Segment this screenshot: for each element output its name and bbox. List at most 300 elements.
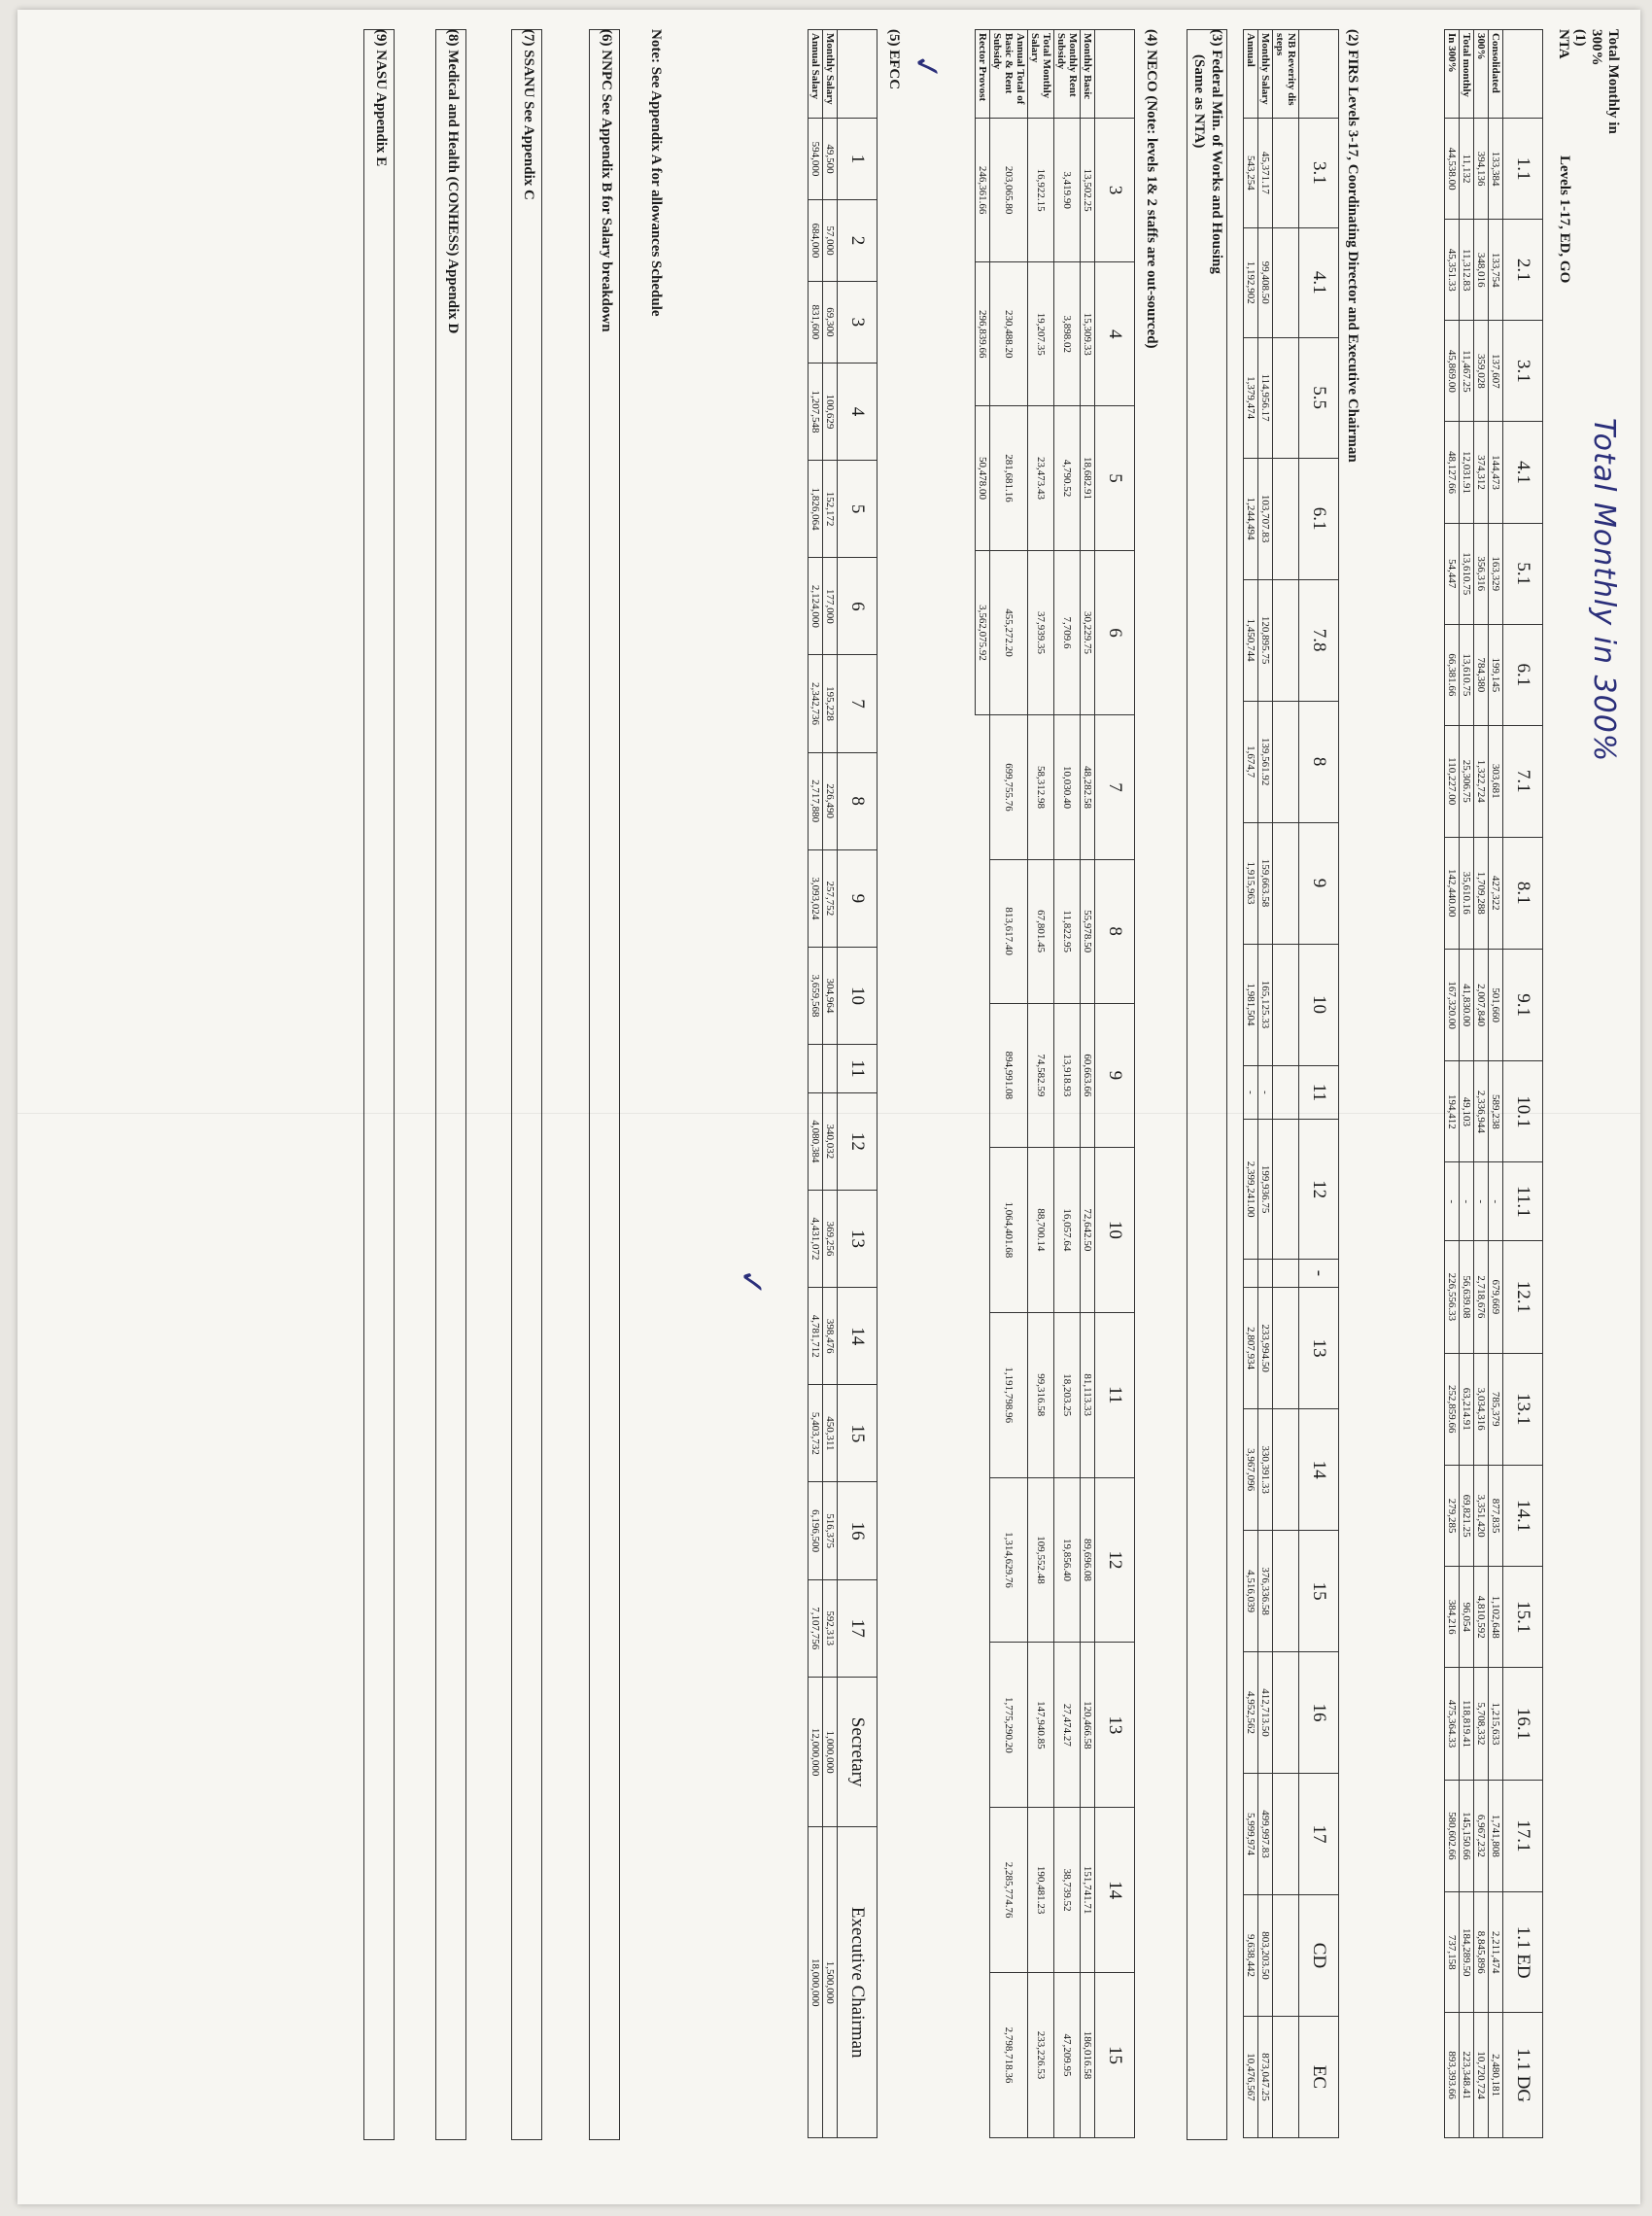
nta-title-line: 300% xyxy=(1589,29,1604,66)
nta-value-cell: 2,336,944 xyxy=(1474,1061,1489,1162)
efcc-value-cell: 340,032 xyxy=(823,1092,838,1190)
nta-value-cell: - xyxy=(1460,1162,1474,1241)
nta-level-cell: 9.1 xyxy=(1503,949,1543,1060)
firs-table-row xyxy=(1258,30,1273,2138)
nta-value-cell: 142,440.00 xyxy=(1445,837,1460,949)
firs-value-cell xyxy=(1273,1531,1299,1652)
nta-value-cell: 25,306.75 xyxy=(1460,725,1474,837)
neco-value-cell: 3,419.90 xyxy=(1054,119,1081,262)
neco-value-cell: 120,466.58 xyxy=(1081,1643,1095,1808)
firs-level-cell: 11 xyxy=(1299,1065,1339,1120)
nta-level-row xyxy=(1503,30,1543,2138)
neco-value-cell: 67,801.45 xyxy=(1028,859,1054,1003)
efcc-level-cell: Executive Chairman xyxy=(838,1827,878,2138)
efcc-level-cell: Secretary xyxy=(838,1677,878,1827)
nta-row-label: 300% xyxy=(1474,30,1489,119)
neco-rector-value: 246,361.66 xyxy=(976,119,990,262)
nta-value-cell: 54,447 xyxy=(1445,523,1460,624)
nta-value-cell: 348,016 xyxy=(1474,220,1489,321)
efcc-value-cell: 18,000,000 xyxy=(809,1827,823,2138)
firs-level-cell: 6.1 xyxy=(1299,458,1339,579)
nta-value-cell: 2,480,181 xyxy=(1489,2013,1503,2138)
neco-value-cell: 813,617.40 xyxy=(990,859,1028,1003)
nta-level-cell: 1.1 xyxy=(1503,119,1543,220)
efcc-value-cell: 57,000 xyxy=(823,199,838,281)
firs-value-cell xyxy=(1273,1652,1299,1774)
nta-value-cell: 5,708,332 xyxy=(1474,1668,1489,1780)
efcc-level-cell: 11 xyxy=(838,1045,878,1093)
neco-level-cell: 9 xyxy=(1095,1003,1135,1147)
nta-value-cell: 3,034,316 xyxy=(1474,1353,1489,1465)
nta-value-cell: 374,312 xyxy=(1474,422,1489,523)
firs-value-cell xyxy=(1273,337,1299,458)
efcc-value-cell: 369,256 xyxy=(823,1190,838,1287)
efcc-level-cell: 1 xyxy=(838,119,878,200)
nta-level-cell: 13.1 xyxy=(1503,1353,1543,1465)
nta-value-cell: 12,031.91 xyxy=(1460,422,1474,523)
firs-value-cell: 99,408.50 xyxy=(1258,227,1273,337)
nta-title-line: (1) xyxy=(1572,29,1588,47)
neco-table-row xyxy=(1054,30,1081,2138)
firs-value-cell: 9,638,442 xyxy=(1244,1894,1258,2016)
firs-heading: (2) FIRS Levels 3-17, Coordinating Director and Executive Chairman xyxy=(1345,29,1360,463)
efcc-value-cell: 592,313 xyxy=(823,1579,838,1677)
nta-value-cell: 427,322 xyxy=(1489,837,1503,949)
nta-subtitle: Levels 1-17, ED, GO xyxy=(1557,156,1572,284)
nta-value-cell: 8,845,896 xyxy=(1474,1892,1489,2013)
nta-value-cell: 589,238 xyxy=(1489,1061,1503,1162)
checkmark-icon: ✓ xyxy=(904,50,948,85)
neco-value-cell: 38,739.52 xyxy=(1054,1808,1081,1973)
nta-value-cell: 501,660 xyxy=(1489,949,1503,1060)
nta-value-cell: 11,132 xyxy=(1460,119,1474,220)
nta-value-cell: 163,329 xyxy=(1489,523,1503,624)
efcc-table-row xyxy=(809,30,823,2138)
nta-value-cell: 35,610.16 xyxy=(1460,837,1474,949)
efcc-value-cell: 398,476 xyxy=(823,1288,838,1385)
neco-table-row xyxy=(990,30,1028,2138)
nta-level-cell: 1.1 ED xyxy=(1503,1892,1543,2013)
nta-value-cell: 45,351.33 xyxy=(1445,220,1460,321)
neco-value-cell: 37,939.35 xyxy=(1028,550,1054,715)
efcc-value-cell xyxy=(809,1045,823,1093)
neco-value-cell: 30,229.75 xyxy=(1081,550,1095,715)
neco-value-cell: 151,741.71 xyxy=(1081,1808,1095,1973)
nta-value-cell: 2,007,840 xyxy=(1474,949,1489,1060)
efcc-level-cell: 15 xyxy=(838,1385,878,1482)
neco-row-label: Annual Total of Basic & Rent Subsidy xyxy=(990,30,1028,119)
neco-value-cell: 19,207.35 xyxy=(1028,262,1054,406)
firs-value-cell: - xyxy=(1258,1065,1273,1120)
nta-value-cell: 6,967,232 xyxy=(1474,1780,1489,1891)
firs-level-cell: 5.5 xyxy=(1299,337,1339,458)
firs-table-row xyxy=(1244,30,1258,2138)
efcc-value-cell: 516,375 xyxy=(823,1482,838,1579)
nta-value-cell: 475,364.33 xyxy=(1445,1668,1460,1780)
nta-level-cell: 5.1 xyxy=(1503,523,1543,624)
firs-value-cell: 4,952,562 xyxy=(1244,1652,1258,1774)
firs-level-cell: 12 xyxy=(1299,1120,1339,1259)
nnpc-box xyxy=(589,29,620,2140)
neco-level-cell: 15 xyxy=(1095,1973,1135,2138)
neco-value-cell: 455,272.20 xyxy=(990,550,1028,715)
nta-value-cell: 785,379 xyxy=(1489,1353,1503,1465)
nta-value-cell: 1,102,648 xyxy=(1489,1567,1503,1668)
nta-value-cell: 167,320.00 xyxy=(1445,949,1460,1060)
neco-value-cell: 13,918.93 xyxy=(1054,1003,1081,1147)
nta-value-cell: 1,741,808 xyxy=(1489,1780,1503,1891)
nta-row-label: Consolidated xyxy=(1489,30,1503,119)
firs-value-cell: - xyxy=(1244,1065,1258,1120)
efcc-level-cell: 10 xyxy=(838,947,878,1044)
neco-level-cell: 3 xyxy=(1095,119,1135,262)
nta-table-row xyxy=(1460,30,1474,2138)
nta-value-cell: 1,215,633 xyxy=(1489,1668,1503,1780)
efcc-value-cell: 257,752 xyxy=(823,849,838,947)
nta-level-cell: 8.1 xyxy=(1503,837,1543,949)
firs-value-cell: 376,336.58 xyxy=(1258,1531,1273,1652)
efcc-level-cell: 6 xyxy=(838,558,878,655)
nta-value-cell: 45,869.00 xyxy=(1445,321,1460,422)
neco-value-cell: 55,978.50 xyxy=(1081,859,1095,1003)
nta-level-cell: 11.1 xyxy=(1503,1162,1543,1241)
nta-level-cell: 7.1 xyxy=(1503,725,1543,837)
firs-value-cell: 4,516,039 xyxy=(1244,1531,1258,1652)
nta-value-cell: 580,602.66 xyxy=(1445,1780,1460,1891)
neco-value-cell: 1,775,290.20 xyxy=(990,1643,1028,1808)
efcc-value-cell: 4,431,072 xyxy=(809,1190,823,1287)
nta-value-cell: 394,136 xyxy=(1474,119,1489,220)
nta-value-cell: 679,669 xyxy=(1489,1241,1503,1353)
neco-level-cell: 8 xyxy=(1095,859,1135,1003)
firs-value-cell: 199,936.75 xyxy=(1258,1120,1273,1259)
firs-value-cell xyxy=(1273,1288,1299,1409)
nta-title-line: Total Monthly in xyxy=(1605,29,1621,134)
neco-value-cell: 11,822.95 xyxy=(1054,859,1081,1003)
neco-value-cell: 4,790.52 xyxy=(1054,406,1081,550)
neco-table xyxy=(975,29,1135,2138)
nta-level-cell: 3.1 xyxy=(1503,321,1543,422)
firs-value-cell xyxy=(1273,1774,1299,1895)
nta-value-cell: 1,709,288 xyxy=(1474,837,1489,949)
firs-value-cell: 139,561.92 xyxy=(1258,701,1273,822)
neco-value-cell: 18,203.25 xyxy=(1054,1312,1081,1477)
firs-level-cell: 15 xyxy=(1299,1531,1339,1652)
efcc-level-cell: 17 xyxy=(838,1579,878,1677)
nta-value-cell: 10,720,724 xyxy=(1474,2013,1489,2138)
nta-value-cell: 359,028 xyxy=(1474,321,1489,422)
firs-row-label: Monthly Salary xyxy=(1258,30,1273,119)
firs-value-cell: 2,399,241.00 xyxy=(1244,1120,1258,1259)
firs-value-cell: 114,956.17 xyxy=(1258,337,1273,458)
efcc-value-cell: 1,000,000 xyxy=(823,1677,838,1827)
firs-value-cell xyxy=(1273,1065,1299,1120)
neco-level-cell: 10 xyxy=(1095,1147,1135,1312)
neco-level-cell: 4 xyxy=(1095,262,1135,406)
firs-value-cell: 1,450,744 xyxy=(1244,579,1258,701)
firs-value-cell xyxy=(1273,1259,1299,1287)
nta-value-cell: 96,054 xyxy=(1460,1567,1474,1668)
neco-row-label: Monthly Rent Subsidy xyxy=(1054,30,1081,119)
firs-level-cell: 16 xyxy=(1299,1652,1339,1774)
neco-value-cell: 1,314,629.76 xyxy=(990,1477,1028,1643)
neco-value-cell: 16,922.15 xyxy=(1028,119,1054,262)
neco-value-cell: 48,282.58 xyxy=(1081,715,1095,859)
neco-value-cell: 2,798,718.36 xyxy=(990,1973,1028,2138)
nta-table-row xyxy=(1474,30,1489,2138)
neco-value-cell: 19,856.40 xyxy=(1054,1477,1081,1643)
nta-value-cell: 13,610.75 xyxy=(1460,624,1474,725)
firs-level-cell: 14 xyxy=(1299,1409,1339,1531)
nta-value-cell: 199,145 xyxy=(1489,624,1503,725)
nta-value-cell: 11,467.25 xyxy=(1460,321,1474,422)
firs-value-cell xyxy=(1273,822,1299,944)
efcc-level-cell: 4 xyxy=(838,363,878,460)
nta-value-cell: 4,810,592 xyxy=(1474,1567,1489,1668)
neco-heading: (4) NECO (Note: levels 1& 2 staffs are out-sourced) xyxy=(1144,29,1159,349)
firs-value-cell xyxy=(1273,1894,1299,2016)
firs-value-cell: 1,915,963 xyxy=(1244,822,1258,944)
neco-value-cell: 2,285,774.76 xyxy=(990,1808,1028,1973)
nta-value-cell: 56,639.08 xyxy=(1460,1241,1474,1353)
neco-rector-value: 296,839.66 xyxy=(976,262,990,406)
nta-value-cell: 279,285 xyxy=(1445,1465,1460,1566)
neco-value-cell: 190,481.23 xyxy=(1028,1808,1054,1973)
firs-value-cell xyxy=(1273,227,1299,337)
efcc-row-label: Annual Salary xyxy=(809,30,823,119)
firs-level-cell: 4.1 xyxy=(1299,227,1339,337)
neco-value-cell: 1,064,401.68 xyxy=(990,1147,1028,1312)
efcc-value-cell: 100,629 xyxy=(823,363,838,460)
ssanu-box xyxy=(511,29,542,2140)
nta-value-cell: 48,127.66 xyxy=(1445,422,1460,523)
nta-value-cell: 13,610.75 xyxy=(1460,523,1474,624)
nta-value-cell: 63,214.91 xyxy=(1460,1353,1474,1465)
nta-value-cell: 184,289.50 xyxy=(1460,1892,1474,2013)
efcc-level-cell: 7 xyxy=(838,655,878,752)
firs-value-cell: 412,713.50 xyxy=(1258,1652,1273,1774)
firs-row-label: NB Reverity dis steps xyxy=(1273,30,1299,119)
firs-value-cell: 1,981,504 xyxy=(1244,944,1258,1065)
neco-level-cell: 5 xyxy=(1095,406,1135,550)
neco-value-cell: 88,700.14 xyxy=(1028,1147,1054,1312)
neco-level-cell: 6 xyxy=(1095,550,1135,715)
firs-value-cell: 1,674,7 xyxy=(1244,701,1258,822)
fmwh-sub: (Same as NTA) xyxy=(1191,54,1207,149)
firs-value-cell: 3,967,096 xyxy=(1244,1409,1258,1531)
firs-value-cell: 330,391.33 xyxy=(1258,1409,1273,1531)
firs-value-cell: 803,203.50 xyxy=(1258,1894,1273,2016)
neco-level-cell: 11 xyxy=(1095,1312,1135,1477)
efcc-value-cell: 831,600 xyxy=(809,281,823,363)
neco-value-cell: 109,552.48 xyxy=(1028,1477,1054,1643)
nta-value-cell: 133,384 xyxy=(1489,119,1503,220)
firs-value-cell xyxy=(1273,701,1299,822)
firs-value-cell xyxy=(1273,458,1299,579)
efcc-value-cell: 177,000 xyxy=(823,558,838,655)
rotated-content xyxy=(56,29,1621,2167)
checkmark-icon: ✓ xyxy=(732,1268,771,1297)
efcc-value-cell: 7,107,756 xyxy=(809,1579,823,1677)
fmwh-box xyxy=(1187,29,1227,2140)
note-line: (6) NNPC See Appendix B for Salary breakdown xyxy=(599,29,614,332)
efcc-value-cell: 69,300 xyxy=(823,281,838,363)
nta-value-cell: - xyxy=(1489,1162,1503,1241)
nta-value-cell: 69,821.25 xyxy=(1460,1465,1474,1566)
scanned-page xyxy=(17,10,1640,2204)
efcc-value-cell: 6,196,500 xyxy=(809,1482,823,1579)
efcc-value-cell: 304,964 xyxy=(823,947,838,1044)
neco-row-label: Total Monthly Salary xyxy=(1028,30,1054,119)
efcc-value-cell: 226,490 xyxy=(823,752,838,849)
neco-value-cell: 233,226.53 xyxy=(1028,1973,1054,2138)
firs-level-cell: 7.8 xyxy=(1299,579,1339,701)
firs-value-cell xyxy=(1273,944,1299,1065)
efcc-heading: (5) EFCC xyxy=(886,29,902,90)
neco-value-cell: 186,016.58 xyxy=(1081,1973,1095,2138)
firs-table xyxy=(1243,29,1339,2138)
neco-value-cell: 699,755.76 xyxy=(990,715,1028,859)
neco-rector-value: 50,478.00 xyxy=(976,406,990,550)
efcc-value-cell: 2,342,736 xyxy=(809,655,823,752)
nta-level-cell: 1.1 DG xyxy=(1503,2013,1543,2138)
firs-value-cell: 1,244,494 xyxy=(1244,458,1258,579)
neco-value-cell: 13,502.25 xyxy=(1081,119,1095,262)
nta-value-cell: 1,322,724 xyxy=(1474,725,1489,837)
firs-corner-cell xyxy=(1299,30,1339,119)
neco-value-cell: 894,991.08 xyxy=(990,1003,1028,1147)
nta-value-cell: 2,718,676 xyxy=(1474,1241,1489,1353)
nta-heading xyxy=(1555,29,1621,146)
note-line: Note: See Appendix A for allowances Schedule xyxy=(648,29,664,317)
firs-value-cell: 165,125.33 xyxy=(1258,944,1273,1065)
nta-table xyxy=(1444,29,1543,2138)
firs-level-cell: EC xyxy=(1299,2016,1339,2137)
nta-value-cell: 11,312.83 xyxy=(1460,220,1474,321)
neco-corner-cell xyxy=(1095,30,1135,119)
neco-value-cell: 16,057.64 xyxy=(1054,1147,1081,1312)
efcc-level-cell: 12 xyxy=(838,1092,878,1190)
efcc-level-row xyxy=(838,30,878,2138)
neco-value-cell: 7,709.6 xyxy=(1054,550,1081,715)
neco-value-cell: 47,209.95 xyxy=(1054,1973,1081,2138)
neco-value-cell: 81,113.33 xyxy=(1081,1312,1095,1477)
firs-value-cell xyxy=(1273,1120,1299,1259)
neco-level-cell: 7 xyxy=(1095,715,1135,859)
efcc-value-cell: 1,207,548 xyxy=(809,363,823,460)
efcc-table-row xyxy=(823,30,838,2138)
firs-value-cell: 5,999,974 xyxy=(1244,1774,1258,1895)
firs-value-cell xyxy=(1273,119,1299,228)
nta-row-label: Total monthly xyxy=(1460,30,1474,119)
nta-value-cell: 49,103 xyxy=(1460,1061,1474,1162)
neco-row-label: Monthly Basic xyxy=(1081,30,1095,119)
nta-level-cell: 17.1 xyxy=(1503,1780,1543,1891)
firs-level-cell: 10 xyxy=(1299,944,1339,1065)
note-line: (9) NASU Appendix E xyxy=(373,29,389,167)
nta-value-cell: 194,412 xyxy=(1445,1061,1460,1162)
firs-level-cell: - xyxy=(1299,1259,1339,1287)
neco-level-cell: 12 xyxy=(1095,1477,1135,1643)
nta-value-cell: 893,393.66 xyxy=(1445,2013,1460,2138)
firs-row-label: Annual xyxy=(1244,30,1258,119)
nta-value-cell: 877,835 xyxy=(1489,1465,1503,1566)
efcc-level-cell: 8 xyxy=(838,752,878,849)
neco-value-cell: 89,696.08 xyxy=(1081,1477,1095,1643)
firs-value-cell: 103,707.83 xyxy=(1258,458,1273,579)
efcc-value-cell: 195,228 xyxy=(823,655,838,752)
efcc-value-cell: 12,000,000 xyxy=(809,1677,823,1827)
nta-table-row xyxy=(1489,30,1503,2138)
neco-rector-label: Rector Provost xyxy=(976,30,990,119)
nta-value-cell: 66,381.66 xyxy=(1445,624,1460,725)
nta-level-cell: 4.1 xyxy=(1503,422,1543,523)
handwritten-note: Total Monthly in 300% xyxy=(1587,418,1621,763)
firs-value-cell: 159,663.58 xyxy=(1258,822,1273,944)
nta-value-cell: 737,158 xyxy=(1445,1892,1460,2013)
efcc-level-cell: 9 xyxy=(838,849,878,947)
nta-value-cell: 226,556.33 xyxy=(1445,1241,1460,1353)
efcc-value-cell: 4,781,712 xyxy=(809,1288,823,1385)
efcc-table xyxy=(808,29,878,2138)
neco-rector-row xyxy=(976,30,990,2138)
firs-value-cell: 10,476,567 xyxy=(1244,2016,1258,2137)
neco-value-cell: 18,682.91 xyxy=(1081,406,1095,550)
efcc-value-cell: 152,172 xyxy=(823,461,838,558)
firs-level-cell: 17 xyxy=(1299,1774,1339,1895)
firs-value-cell xyxy=(1258,1259,1273,1287)
efcc-value-cell: 2,717,880 xyxy=(809,752,823,849)
neco-value-cell: 230,488.20 xyxy=(990,262,1028,406)
nta-value-cell: 356,316 xyxy=(1474,523,1489,624)
neco-value-cell: 10,030.40 xyxy=(1054,715,1081,859)
neco-value-cell: 203,065.80 xyxy=(990,119,1028,262)
neco-value-cell: 147,940.85 xyxy=(1028,1643,1054,1808)
efcc-value-cell: 1,500,000 xyxy=(823,1827,838,2138)
firs-level-cell: 9 xyxy=(1299,822,1339,944)
efcc-value-cell: 684,000 xyxy=(809,199,823,281)
firs-value-cell xyxy=(1273,1409,1299,1531)
neco-value-cell: 74,582.59 xyxy=(1028,1003,1054,1147)
nta-value-cell: 145,150.66 xyxy=(1460,1780,1474,1891)
efcc-value-cell: 4,080,384 xyxy=(809,1092,823,1190)
efcc-value-cell: 49,500 xyxy=(823,119,838,200)
neco-value-cell: 58,312.98 xyxy=(1028,715,1054,859)
efcc-value-cell: 594,000 xyxy=(809,119,823,200)
neco-table-row xyxy=(1028,30,1054,2138)
nta-level-cell: 6.1 xyxy=(1503,624,1543,725)
nta-value-cell: - xyxy=(1445,1162,1460,1241)
nta-value-cell: 44,538.00 xyxy=(1445,119,1460,220)
nta-value-cell: - xyxy=(1474,1162,1489,1241)
nta-table-row xyxy=(1445,30,1460,2138)
nta-value-cell: 223,348.41 xyxy=(1460,2013,1474,2138)
efcc-value-cell xyxy=(823,1045,838,1093)
neco-value-cell: 281,681.16 xyxy=(990,406,1028,550)
efcc-value-cell: 3,093,024 xyxy=(809,849,823,947)
neco-rector-value: 3,562,075.92 xyxy=(976,550,990,715)
efcc-value-cell: 2,124,000 xyxy=(809,558,823,655)
fmwh-heading: (3) Federal Min. of Works and Housing xyxy=(1209,29,1224,274)
neco-level-row xyxy=(1095,30,1135,2138)
neco-value-cell: 99,316.58 xyxy=(1028,1312,1054,1477)
note-line: (7) SSANU See Appendix C xyxy=(521,29,536,200)
neco-value-cell: 27,474.27 xyxy=(1054,1643,1081,1808)
neco-value-cell: 1,191,798.96 xyxy=(990,1312,1028,1477)
firs-level-cell: CD xyxy=(1299,1894,1339,2016)
firs-value-cell xyxy=(1273,2016,1299,2137)
efcc-level-cell: 16 xyxy=(838,1482,878,1579)
